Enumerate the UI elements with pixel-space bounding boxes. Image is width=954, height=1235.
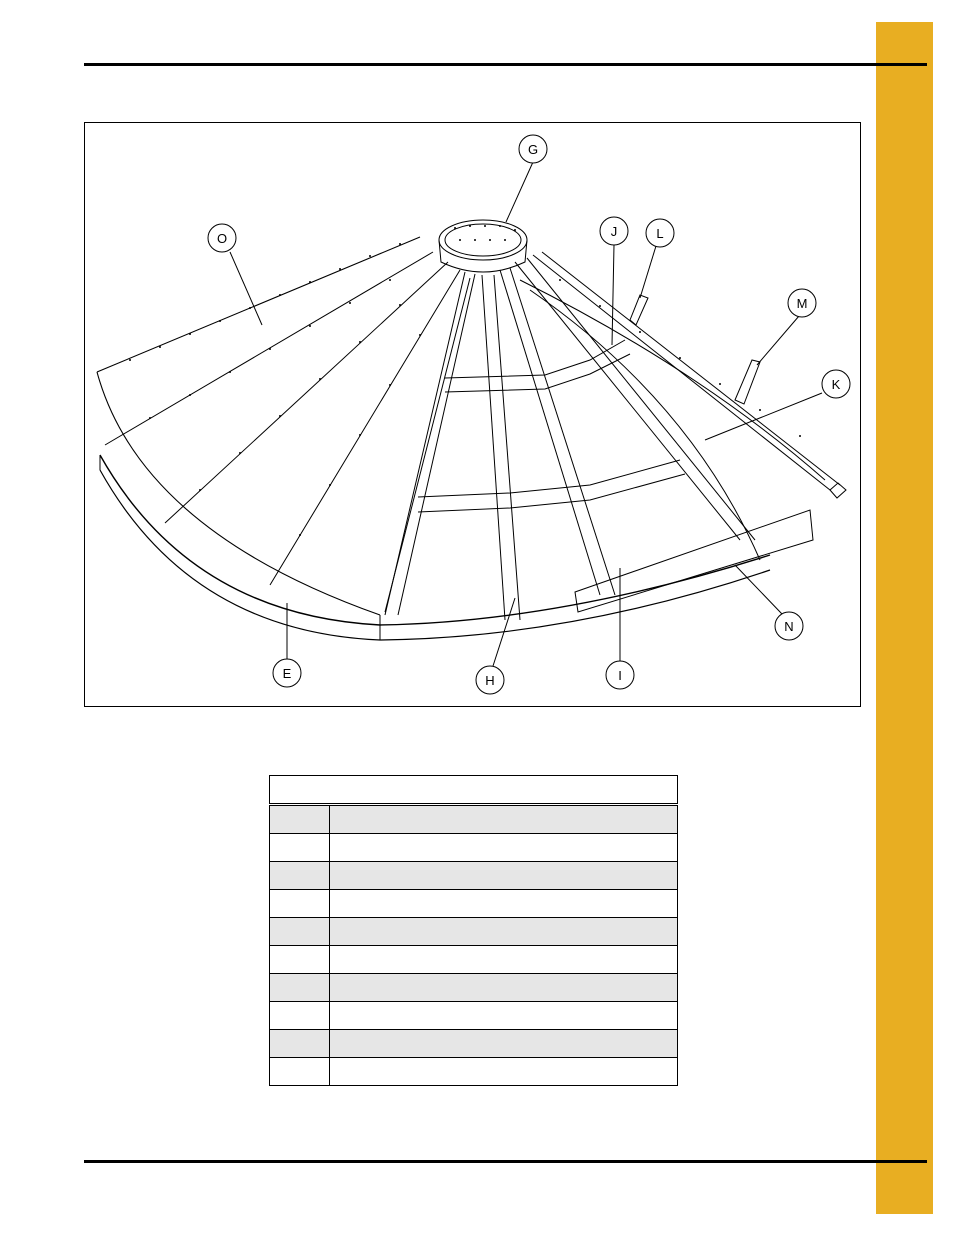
table-row [270,1030,678,1058]
part-ref [270,974,330,1002]
table-row [270,862,678,890]
callout-label: K [831,377,841,392]
part-ref [270,1058,330,1086]
part-ref [270,946,330,974]
parts-table [269,775,678,1086]
table-title [270,776,678,805]
callout-label: N [784,619,794,634]
table-row [270,834,678,862]
table-row [270,946,678,974]
table-row [270,805,678,834]
part-description [330,1002,678,1030]
table-row [270,974,678,1002]
part-ref [270,918,330,946]
part-description [330,890,678,918]
callout-label: G [527,142,539,157]
table-row [270,1002,678,1030]
part-ref [270,1002,330,1030]
table-row [270,890,678,918]
part-ref [270,890,330,918]
part-description [330,946,678,974]
table-row [270,1058,678,1086]
callout-label: I [618,668,622,683]
part-description [330,862,678,890]
callout-label: L [656,226,664,241]
table-header-row [270,776,678,805]
part-description [330,1030,678,1058]
part-ref [270,862,330,890]
part-description [330,974,678,1002]
callout-label: M [796,296,808,311]
part-description [330,918,678,946]
part-ref [270,1030,330,1058]
part-description [330,805,678,834]
part-ref [270,805,330,834]
part-ref [270,834,330,862]
callout-label: O [216,231,228,246]
table-row [270,918,678,946]
callout-label: H [485,673,495,688]
callout-label: E [282,666,292,681]
part-description [330,1058,678,1086]
part-description [330,834,678,862]
callout-label: J [610,224,618,239]
